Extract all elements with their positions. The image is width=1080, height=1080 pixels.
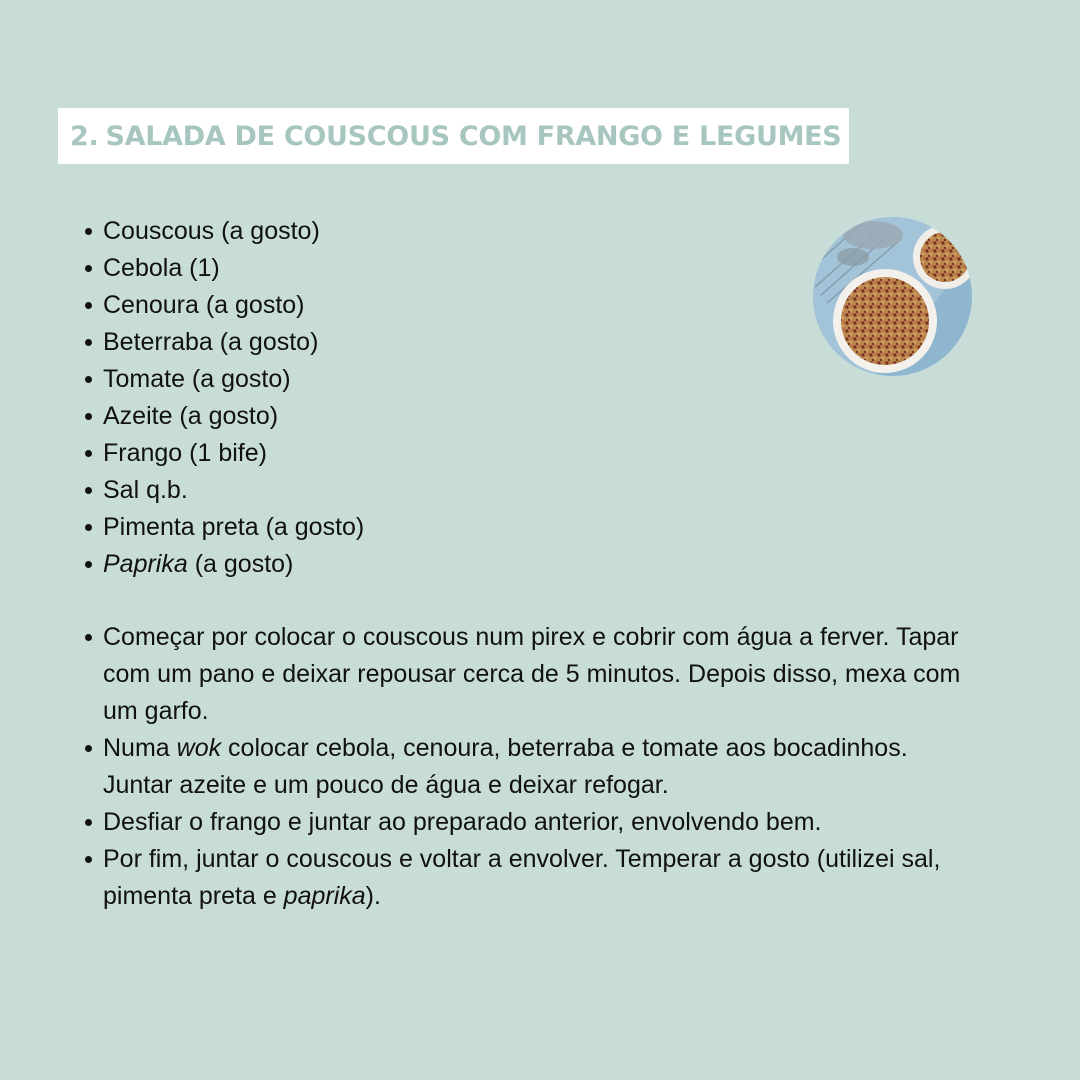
list-item: Pimenta preta (a gosto) [103, 509, 723, 546]
list-item: Numa wok colocar cebola, cenoura, beterraba e tomate aos bocadinhos. Juntar azeite e um pouco de água e deixar refogar. [103, 730, 983, 804]
title-label: SALADA DE COUSCOUS COM FRANGO E LEGUMES [105, 120, 842, 152]
list-item: Beterraba (a gosto) [103, 324, 723, 361]
list-item: Azeite (a gosto) [103, 398, 723, 435]
list-item: Cenoura (a gosto) [103, 287, 723, 324]
ingredients-list [0, 213, 723, 583]
list-item: Frango (1 bife) [103, 435, 723, 472]
list-item: Couscous (a gosto) [103, 213, 723, 250]
list-item: Desfiar o frango e juntar ao preparado anterior, envolvendo bem. [103, 804, 983, 841]
page-title [70, 121, 841, 152]
list-item: Paprika (a gosto) [103, 546, 723, 583]
list-item: Por fim, juntar o couscous e voltar a envolver. Temperar a gosto (utilizei sal, pimenta preta e paprika). [103, 841, 983, 915]
list-item: Começar por colocar o couscous num pirex e cobrir com água a ferver. Tapar com um pano e deixar repousar cerca de 5 minutos. Depois disso, mexa com um garfo. [103, 619, 983, 730]
list-item: Sal q.b. [103, 472, 723, 509]
list-item: Cebola (1) [103, 250, 723, 287]
steps-list [0, 619, 983, 915]
list-item: Tomate (a gosto) [103, 361, 723, 398]
title-box [58, 108, 849, 164]
couscous-salad-photo-icon [813, 217, 972, 376]
title-number: 2. [70, 120, 99, 152]
